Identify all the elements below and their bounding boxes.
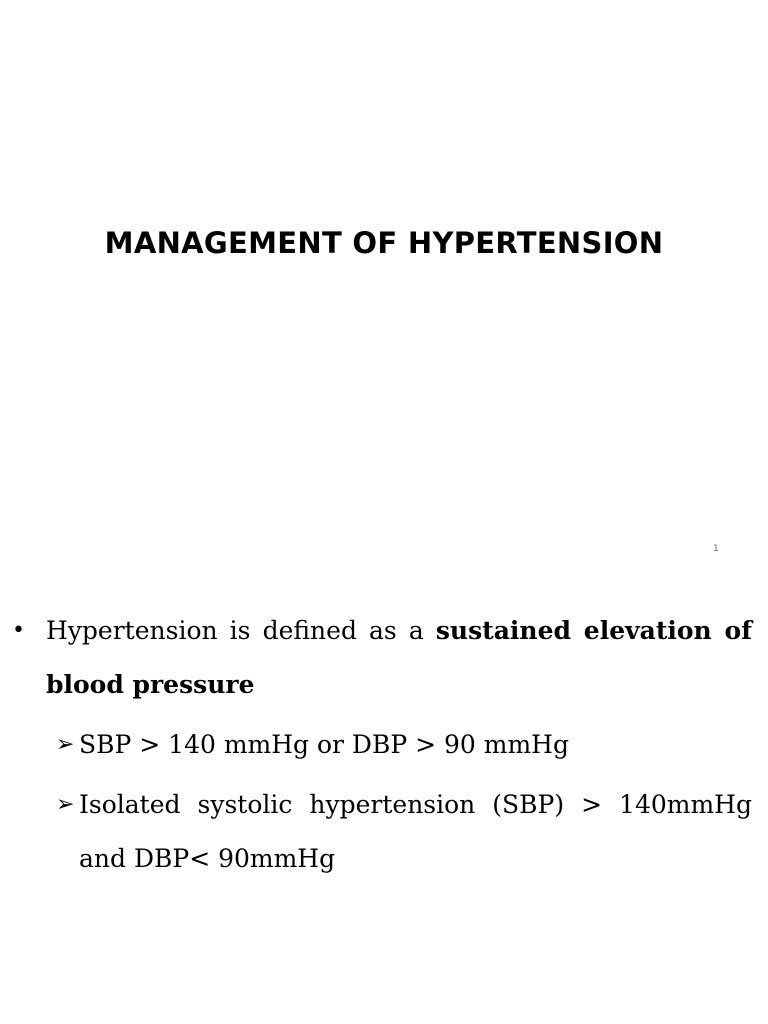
sub-item-isolated-systolic: [0, 778, 768, 886]
sub-item-text: Isolated systolic hypertension (SBP) > 140mmHg and DBP< 90mmHg: [79, 790, 752, 873]
page-number: 1: [713, 544, 719, 554]
bullet-text-plain: Hypertension is defined as a: [46, 616, 436, 645]
bullet-text-bold: sustained elevation of blood pressure: [46, 616, 752, 699]
content-slide: [0, 576, 768, 1024]
arrow-bullet-icon: ➢: [56, 792, 75, 817]
arrow-bullet-icon: ➢: [56, 732, 75, 757]
sub-item-text: SBP > 140 mmHg or DBP > 90 mmHg: [79, 730, 569, 759]
bullet-dot-icon: •: [12, 618, 25, 643]
slide-content: [0, 604, 768, 886]
slide-title: MANAGEMENT OF HYPERTENSION: [104, 226, 664, 260]
sub-item-sbp-dbp: [0, 718, 768, 772]
bullet-item: [0, 604, 768, 712]
